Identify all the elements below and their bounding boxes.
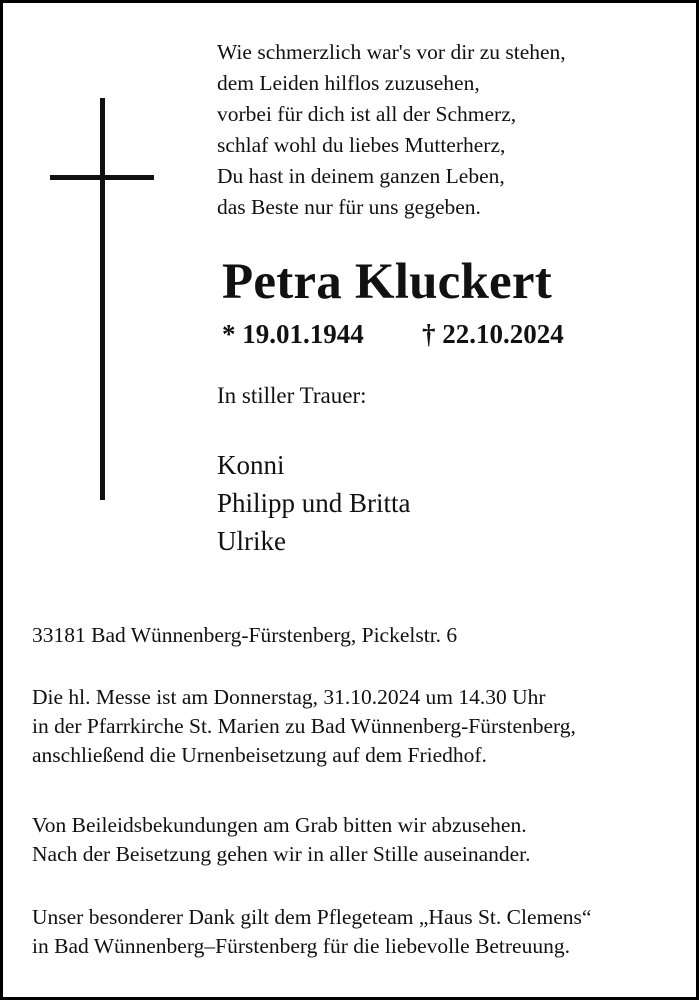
poem-line: Wie schmerzlich war's vor dir zu stehen, [217, 40, 566, 64]
death-date: † 22.10.2024 [422, 319, 564, 349]
cross-icon [50, 98, 154, 500]
cross-vertical-beam [100, 98, 105, 500]
birth-date: * 19.01.1944 [222, 319, 364, 349]
address: 33181 Bad Wünnenberg-Fürstenberg, Pickelstr. 6 [32, 623, 458, 647]
poem-line: vorbei für dich ist all der Schmerz, [217, 102, 517, 126]
paragraph-line: anschließend die Urnenbeisetzung auf dem Friedhof. [32, 743, 487, 767]
paragraph-line: in der Pfarrkirche St. Marien zu Bad Wünnenberg-Fürstenberg, [32, 714, 576, 738]
deceased-name: Petra Kluckert [222, 254, 552, 310]
memorial-poem [217, 37, 687, 223]
mass-paragraph [32, 683, 576, 770]
poem-line: das Beste nur für uns gegeben. [217, 195, 481, 219]
family-member: Philipp und Britta [217, 488, 411, 518]
poem-line: Du hast in deinem ganzen Leben, [217, 164, 505, 188]
poem-line: dem Leiden hilflos zuzusehen, [217, 71, 480, 95]
mourning-label: In stiller Trauer: [217, 383, 367, 408]
paragraph-line: Die hl. Messe ist am Donnerstag, 31.10.2024 um 14.30 Uhr [32, 685, 546, 709]
paragraph-line: Nach der Beisetzung gehen wir in aller Stille auseinander. [32, 842, 531, 866]
poem-line: schlaf wohl du liebes Mutterherz, [217, 133, 506, 157]
family-member: Ulrike [217, 526, 286, 556]
cross-horizontal-beam [50, 175, 154, 180]
condolence-paragraph [32, 811, 531, 869]
paragraph-line: Unser besonderer Dank gilt dem Pflegeteam „Haus St. Clemens“ [32, 905, 592, 929]
paragraph-line: in Bad Wünnenberg–Fürstenberg für die liebevolle Betreuung. [32, 934, 570, 958]
family-member: Konni [217, 450, 285, 480]
family-list [217, 446, 411, 560]
thanks-paragraph [32, 903, 591, 961]
paragraph-line: Von Beileidsbekundungen am Grab bitten wir abzusehen. [32, 813, 527, 837]
